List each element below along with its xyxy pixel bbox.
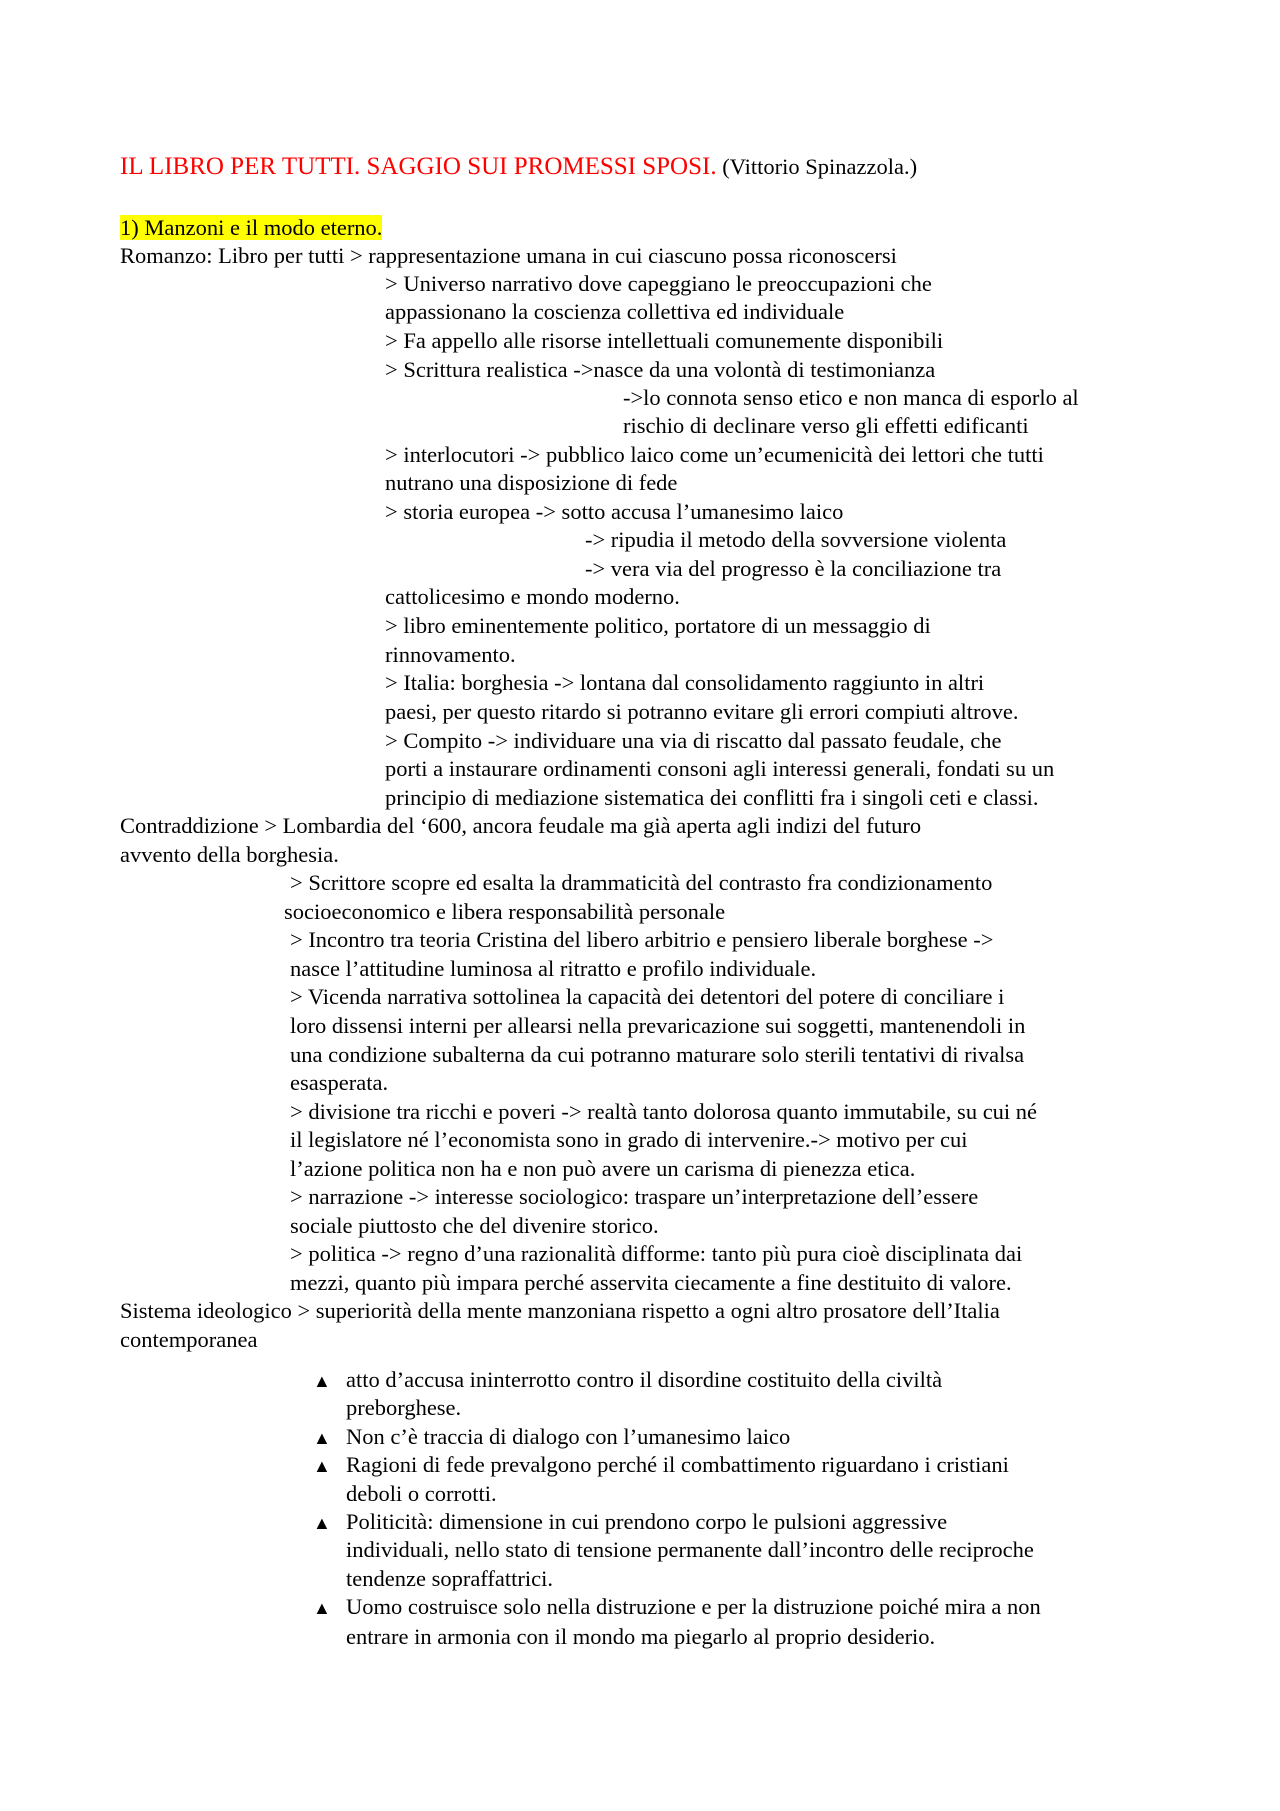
text-line: rischio di declinare verso gli effetti edificanti [623, 413, 1029, 438]
list-item-cont: tendenze sopraffattrici. [346, 1566, 553, 1591]
text-line: il legislatore né l’economista sono in grado di intervenire.-> motivo per cui [290, 1127, 968, 1152]
list-item-cont: individuali, nello stato di tensione permanente dall’incontro delle reciproche [346, 1537, 1034, 1562]
text-line: mezzi, quanto più impara perché asservita ciecamente a fine destituito di valore. [290, 1270, 1012, 1295]
triangle-up-icon: ▲ [313, 1598, 331, 1618]
section-heading-text: 1) Manzoni e il modo eterno. [120, 215, 383, 240]
text-line: rinnovamento. [385, 642, 516, 667]
text-line: > divisione tra ricchi e poveri -> realtà tanto dolorosa quanto immutabile, su cui né [290, 1099, 1038, 1124]
text-line: > Fa appello alle risorse intellettuali comunemente disponibili [385, 328, 944, 353]
title-main: IL LIBRO PER TUTTI. SAGGIO SUI PROMESSI SPOSI. [120, 153, 717, 180]
text-line: socioeconomico e libera responsabilità personale [284, 899, 726, 924]
text-line: > narrazione -> interesse sociologico: traspare un’interpretazione dell’essere [290, 1184, 979, 1209]
text-line: esasperata. [290, 1070, 389, 1095]
text-line: > Incontro tra teoria Cristina del libero arbitrio e pensiero liberale borghese -> [290, 927, 994, 952]
list-item: Uomo costruisce solo nella distruzione e per la distruzione poiché mira a non [346, 1594, 1041, 1619]
triangle-up-icon: ▲ [313, 1456, 331, 1476]
list-item: Non c’è traccia di dialogo con l’umanesimo laico [346, 1424, 791, 1449]
text-line: appassionano la coscienza collettiva ed individuale [385, 299, 845, 324]
text-line: avvento della borghesia. [120, 842, 339, 867]
text-line: contemporanea [120, 1327, 258, 1352]
text-line: > Universo narrativo dove capeggiano le preoccupazioni che [385, 271, 932, 296]
text-line: ->lo connota senso etico e non manca di esporlo al [623, 385, 1079, 410]
text-line: loro dissensi interni per allearsi nella prevaricazione sui soggetti, mantenendoli in [290, 1013, 1026, 1038]
text-line: Romanzo: Libro per tutti > rappresentazione umana in cui ciascuno possa riconoscersi [120, 243, 897, 268]
text-line: cattolicesimo e mondo moderno. [385, 584, 680, 609]
triangle-up-icon: ▲ [313, 1513, 331, 1533]
text-line: > interlocutori -> pubblico laico come un’ecumenicità dei lettori che tutti [385, 442, 1044, 467]
list-item-cont: entrare in armonia con il mondo ma piegarlo al proprio desiderio. [346, 1624, 936, 1649]
document-title [120, 153, 917, 181]
text-line: -> vera via del progresso è la conciliazione tra [585, 556, 1002, 581]
text-line: > Scrittore scopre ed esalta la drammaticità del contrasto fra condizionamento [290, 870, 993, 895]
text-line: > storia europea -> sotto accusa l’umanesimo laico [385, 499, 844, 524]
text-line: principio di mediazione sistematica dei conflitti fra i singoli ceti e classi. [385, 785, 1039, 810]
text-line: Sistema ideologico > superiorità della mente manzoniana rispetto a ogni altro prosatore dell’Italia [120, 1298, 1000, 1323]
text-line: porti a instaurare ordinamenti consoni agli interessi generali, fondati su un [385, 756, 1055, 781]
section-heading [120, 214, 382, 242]
text-line: > Compito -> individuare una via di riscatto dal passato feudale, che [385, 728, 1002, 753]
text-line: sociale piuttosto che del divenire storico. [290, 1213, 659, 1238]
list-item: atto d’accusa ininterrotto contro il disordine costituito della civiltà [346, 1367, 943, 1392]
text-line: una condizione subalterna da cui potranno maturare solo sterili tentativi di rivalsa [290, 1042, 1025, 1067]
text-line: paesi, per questo ritardo si potranno evitare gli errori compiuti altrove. [385, 699, 1019, 724]
text-line: Contraddizione > Lombardia del ‘600, ancora feudale ma già aperta agli indizi del futuro [120, 813, 922, 838]
title-author: (Vittorio Spinazzola.) [722, 154, 918, 179]
text-line: > politica -> regno d’una razionalità difforme: tanto più pura cioè disciplinata dai [290, 1241, 1023, 1266]
list-item-cont: preborghese. [346, 1395, 462, 1420]
text-line: nasce l’attitudine luminosa al ritratto e profilo individuale. [290, 956, 817, 981]
text-line: l’azione politica non ha e non può avere un carisma di pienezza etica. [290, 1156, 916, 1181]
triangle-up-icon: ▲ [313, 1428, 331, 1448]
text-line: nutrano una disposizione di fede [385, 470, 678, 495]
text-line: -> ripudia il metodo della sovversione violenta [585, 527, 1007, 552]
text-line: > libro eminentemente politico, portatore di un messaggio di [385, 613, 931, 638]
list-item: Politicità: dimensione in cui prendono corpo le pulsioni aggressive [346, 1509, 948, 1534]
list-item: Ragioni di fede prevalgono perché il combattimento riguardano i cristiani [346, 1452, 1009, 1477]
text-line: > Scrittura realistica ->nasce da una volontà di testimonianza [385, 357, 936, 382]
text-line: > Italia: borghesia -> lontana dal consolidamento raggiunto in altri [385, 670, 985, 695]
triangle-up-icon: ▲ [313, 1371, 331, 1391]
list-item-cont: deboli o corrotti. [346, 1481, 497, 1506]
text-line: > Vicenda narrativa sottolinea la capacità dei detentori del potere di conciliare i [290, 984, 1005, 1009]
